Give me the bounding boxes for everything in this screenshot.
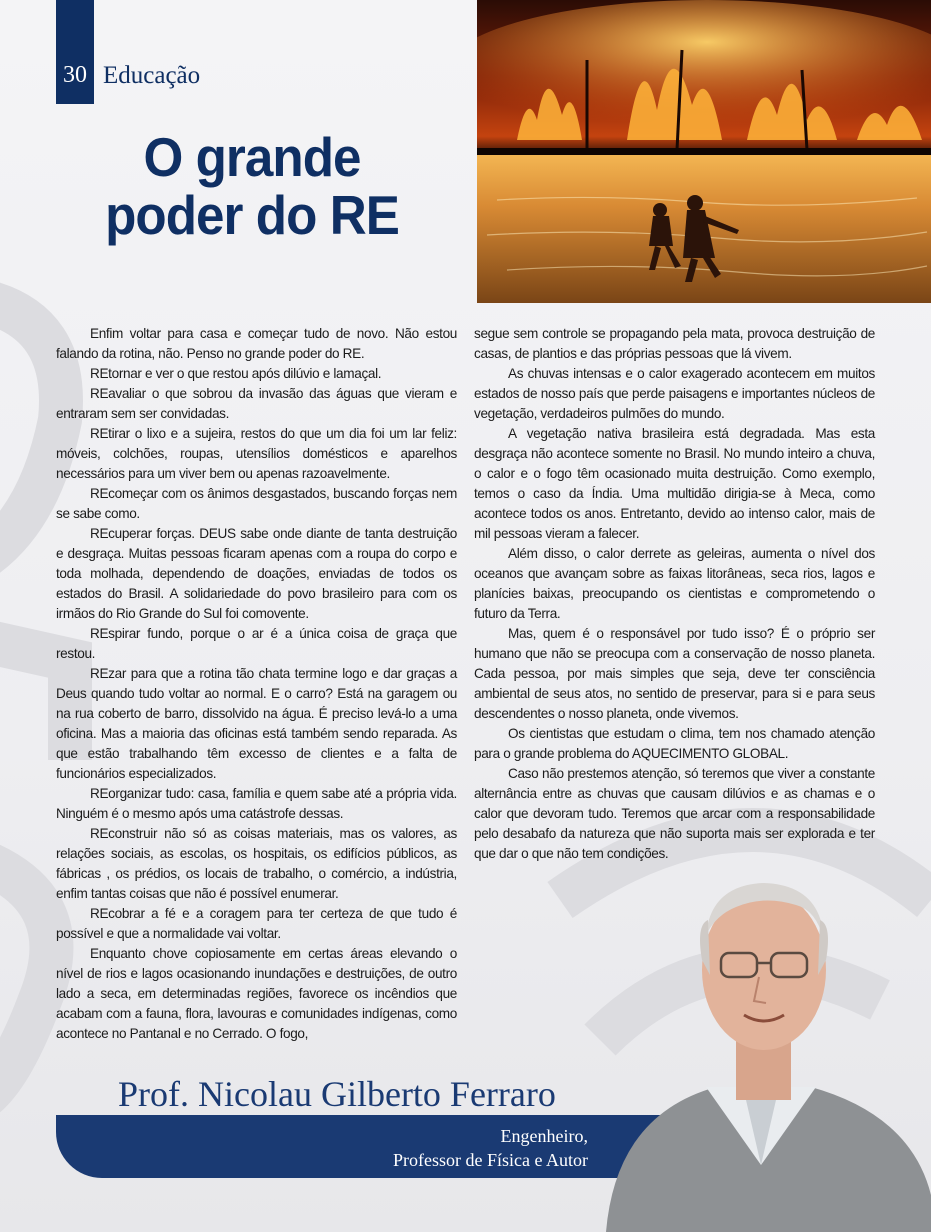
article-paragraph-continuation: segue sem controle se propagando pela mata, provoca destruição de casas, de plantios e das próprias pessoas que lá vivem. bbox=[474, 326, 875, 361]
section-name: Educação bbox=[103, 62, 201, 89]
article-title-line-1: O grande bbox=[143, 126, 361, 188]
author-role-line-1: Engenheiro, bbox=[500, 1126, 588, 1146]
article-paragraph: Enquanto chove copiosamente em certas áreas elevando o nível de rios e lagos ocasionando inundações e destruições, de outro lado a seca, em determinadas regiões, favorece os incêndios que acabam com a fauna, flora, lavouras e comunidades indígenas, como acontece no Pantanal e no Cerrado. O fogo, bbox=[56, 946, 457, 1041]
author-role-line-2: Professor de Física e Autor bbox=[393, 1150, 588, 1170]
hero-photo-fire-and-children bbox=[477, 0, 931, 303]
article-paragraph: Além disso, o calor derrete as geleiras, aumenta o nível dos oceanos que avançam sobre as faixas litorâneas, seca rios, lagos e planícies baixas, preocupando os cientistas e comprometendo o futuro da Terra. bbox=[474, 546, 875, 621]
author-portrait-photo bbox=[596, 865, 931, 1232]
article-paragraph: A vegetação nativa brasileira está degradada. Mas esta desgraça não acontece somente no Brasil. No mundo inteiro a chuva, o calor e o fogo têm ocasionado muita destruição. Como exemplo, temos o caso da Índia. Uma multidão dirigia-se à Meca, como acontece todos os anos. Entretanto, devido ao intenso calor, mais de mil pessoas vieram a falecer. bbox=[474, 426, 875, 541]
article-paragraph: REtornar e ver o que restou após dilúvio e lamaçal. bbox=[90, 366, 382, 381]
article-paragraph: REorganizar tudo: casa, família e quem sabe até a própria vida. Ninguém é o mesmo após uma catástrofe dessas. bbox=[56, 786, 457, 821]
article-title bbox=[70, 128, 435, 244]
article-title-line-2: poder do RE bbox=[105, 184, 399, 246]
article-column-right bbox=[474, 324, 875, 864]
article-paragraph: REconstruir não só as coisas materiais, mas os valores, as relações sociais, as escolas, os hospitais, os edifícios públicos, as fábricas , os prédios, os locais de trabalho, o comércio, a indústria, enfim tantas coisas que não é possível enumerar. bbox=[56, 826, 457, 901]
article-paragraph: Enfim voltar para casa e começar tudo de novo. Não estou falando da rotina, não. Penso no grande poder do RE. bbox=[56, 326, 457, 361]
author-role bbox=[300, 1124, 588, 1172]
article-paragraph: REzar para que a rotina tão chata termine logo e dar graças a Deus quando tudo voltar ao normal. E o carro? Está na garagem ou na rua coberto de barro, dissolvido na água. É preciso levá-lo a uma oficina. Mas a maioria das oficinas está também sendo reparada. As que estão trabalhando têm excesso de clientes e a falta de funcionários especializados. bbox=[56, 666, 457, 781]
author-name: Prof. Nicolau Gilberto Ferraro bbox=[118, 1074, 556, 1114]
article-paragraph: Mas, quem é o responsável por tudo isso? É o próprio ser humano que não se preocupa com a conservação de nosso planeta. Cada pessoa, por mais simples que seja, deve ter consciência ambiental de seus atos, no sentido de preservar, para si e para seus descendentes o nosso planeta, onde vivemos. bbox=[474, 626, 875, 721]
article-paragraph: Caso não prestemos atenção, só teremos que viver a constante alternância entre as chuvas que causam dilúvios e as chamas e o calor que devoram tudo. Teremos que arcar com a responsabilidade pelo desabafo da natureza que não suporta mais ser explorada e ter que dar o que não tem condições. bbox=[474, 766, 875, 861]
article-paragraph: Os cientistas que estudam o clima, tem nos chamado atenção para o grande problema do AQUECIMENTO GLOBAL. bbox=[474, 726, 875, 761]
article-paragraph: REspirar fundo, porque o ar é a única coisa de graça que restou. bbox=[56, 626, 457, 661]
article-paragraph: REcomeçar com os ânimos desgastados, buscando forças nem se sabe como. bbox=[56, 486, 457, 521]
article-paragraph: REcuperar forças. DEUS sabe onde diante de tanta destruição e desgraça. Muitas pessoas ficaram apenas com a roupa do corpo e toda molhada, dependendo de doações, enviadas de todos os estados do Brasil. A solidariedade do povo brasileiro para com os irmãos do Rio Grande do Sul foi comovente. bbox=[56, 526, 457, 621]
article-paragraph: As chuvas intensas e o calor exagerado acontecem em muitos estados de nosso país que perde paisagens e importantes núcleos de vegetação, verdadeiros pulmões do mundo. bbox=[474, 366, 875, 421]
page-number: 30 bbox=[63, 62, 87, 88]
article-paragraph: REavaliar o que sobrou da invasão das águas que vieram e entraram sem ser convidadas. bbox=[56, 386, 457, 421]
article-column-left bbox=[56, 324, 457, 1044]
article-paragraph: REtirar o lixo e a sujeira, restos do que um dia foi um lar feliz: móveis, colchões, roupas, utensílios domésticos e aparelhos necessários para um viver bem ou apenas razoavelmente. bbox=[56, 426, 457, 481]
article-paragraph: REcobrar a fé e a coragem para ter certeza de que tudo é possível e que a normalidade vai voltar. bbox=[56, 906, 457, 941]
